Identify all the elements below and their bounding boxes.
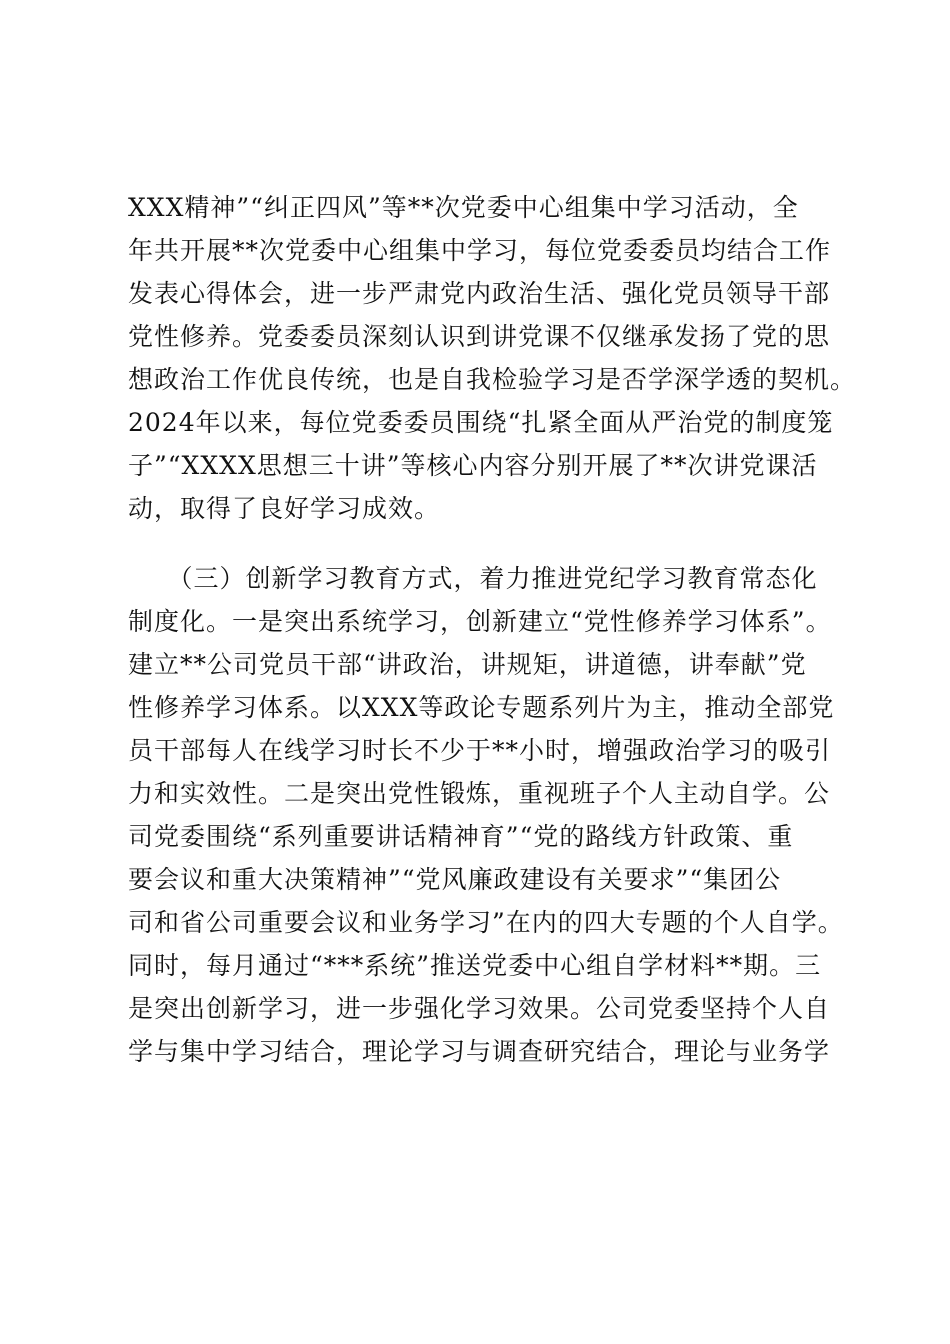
text-line: 司和省公司重要会议和业务学习”在内的四大专题的个人自学。 [128, 908, 844, 937]
text-line: （三）创新学习教育方式，着力推进党纪学习教育常态化 [128, 564, 818, 593]
text-line: 建立**公司党员干部“讲政治，讲规矩，讲道德，讲奉献”党 [128, 650, 807, 679]
text-line: 员干部每人在线学习时长不少于**小时，增强政治学习的吸引 [128, 736, 832, 765]
text-line: 学与集中学习结合，理论学习与调查研究结合，理论与业务学 [128, 1037, 831, 1066]
text-line: 年共开展**次党委中心组集中学习，每位党委委员均结合工作 [128, 236, 832, 265]
paragraph-section-three [128, 557, 844, 1073]
paragraph-continued [128, 186, 857, 530]
text-line: 2024年以来，每位党委委员围绕“扎紧全面从严治党的制度笼 [128, 408, 834, 437]
text-line: 性修养学习体系。以XXX等政论专题系列片为主，推动全部党 [128, 693, 835, 722]
text-line: 同时，每月通过“***系统”推送党委中心组自学材料**期。三 [128, 951, 822, 980]
text-line: XXX精神”“纠正四风”等**次党委中心组集中学习活动，全 [128, 193, 799, 222]
text-line: 力和实效性。二是突出党性锻炼，重视班子个人主动自学。公 [128, 779, 831, 808]
text-line: 发表心得体会，进一步严肃党内政治生活、强化党员领导干部 [128, 279, 831, 308]
text-line: 要会议和重大决策精神”“党风廉政建设有关要求”“集团公 [128, 865, 782, 894]
text-line: 司党委围绕“系列重要讲话精神育”“党的路线方针政策、重 [128, 822, 794, 851]
text-line: 子”“XXXX思想三十讲”等核心内容分别开展了**次讲党课活 [128, 451, 818, 480]
text-line: 制度化。一是突出系统学习，创新建立“党性修养学习体系”。 [128, 607, 832, 636]
text-line: 是突出创新学习，进一步强化学习效果。公司党委坚持个人自 [128, 994, 831, 1023]
text-line: 动，取得了良好学习成效。 [128, 494, 441, 523]
text-line: 党性修养。党委委员深刻认识到讲党课不仅继承发扬了党的思 [128, 322, 831, 351]
text-line: 想政治工作优良传统，也是自我检验学习是否学深学透的契机。 [128, 365, 857, 394]
